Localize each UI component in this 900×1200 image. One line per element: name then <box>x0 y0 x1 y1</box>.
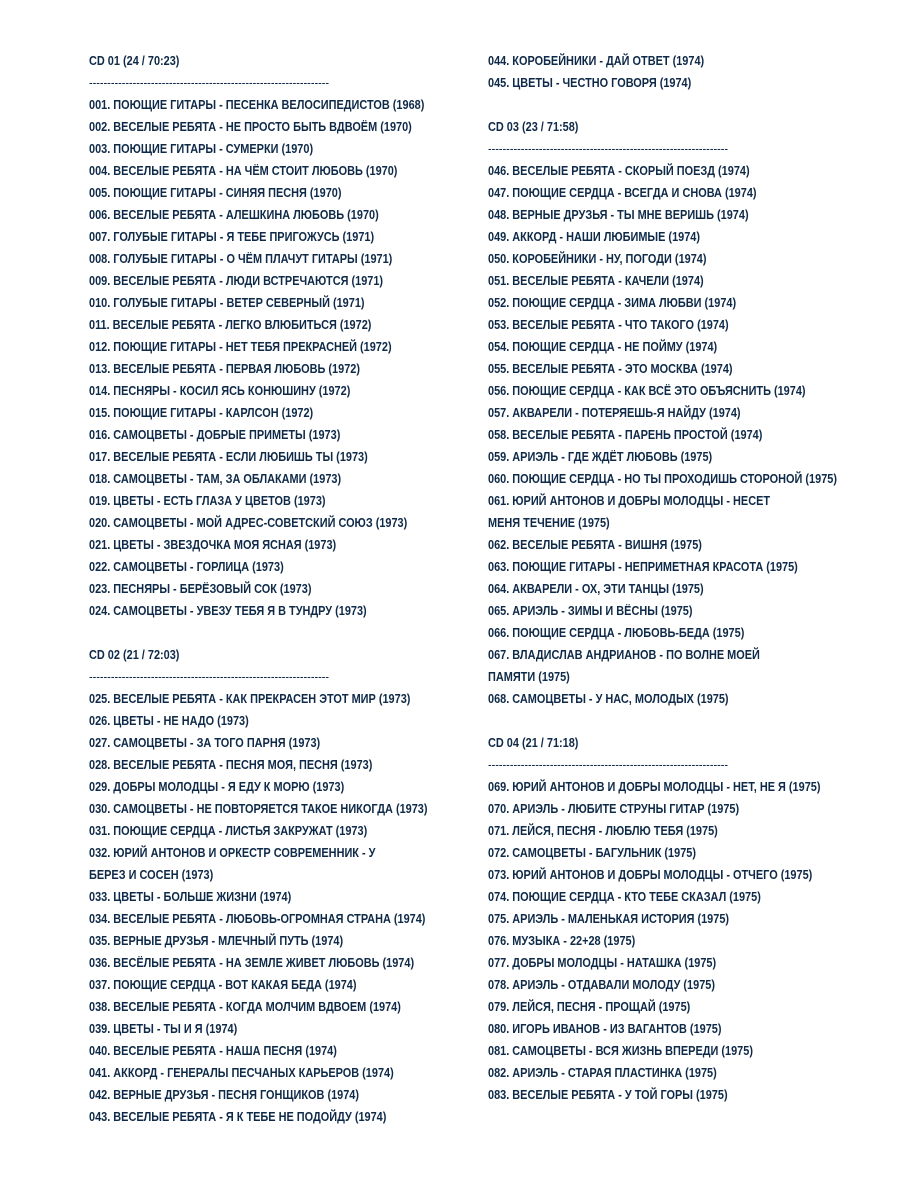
track-row: 038. ВЕСЕЛЫЕ РЕБЯТА - КОГДА МОЛЧИМ ВДВОЕМ (1974) <box>89 999 401 1014</box>
track-row: 059. АРИЭЛЬ - ГДЕ ЖДЁТ ЛЮБОВЬ (1975) <box>488 449 713 464</box>
track-row: 077. ДОБРЫ МОЛОДЦЫ - НАТАШКА (1975) <box>488 955 717 970</box>
disc-block <box>488 116 888 710</box>
track-row: 045. ЦВЕТЫ - ЧЕСТНО ГОВОРЯ (1974) <box>488 75 692 90</box>
left-column <box>89 50 474 1128</box>
track-row: 082. АРИЭЛЬ - СТАРАЯ ПЛАСТИНКА (1975) <box>488 1065 717 1080</box>
track-row: 015. ПОЮЩИЕ ГИТАРЫ - КАРЛСОН (1972) <box>89 405 314 420</box>
track-row: 030. САМОЦВЕТЫ - НЕ ПОВТОРЯЕТСЯ ТАКОЕ НИКОГДА (1973) <box>89 801 428 816</box>
disc-separator: ------------------------------------------------------------------ <box>488 141 729 156</box>
disc-header: CD 01 (24 / 70:23) <box>89 53 180 68</box>
track-row: 072. САМОЦВЕТЫ - БАГУЛЬНИК (1975) <box>488 845 696 860</box>
track-row: 017. ВЕСЕЛЫЕ РЕБЯТА - ЕСЛИ ЛЮБИШЬ ТЫ (1973) <box>89 449 368 464</box>
track-row: 050. КОРОБЕЙНИКИ - НУ, ПОГОДИ (1974) <box>488 251 707 266</box>
track-row: 027. САМОЦВЕТЫ - ЗА ТОГО ПАРНЯ (1973) <box>89 735 321 750</box>
track-row: 067. ВЛАДИСЛАВ АНДРИАНОВ - ПО ВОЛНЕ МОЕЙ ПАМЯТИ (1975) <box>488 647 760 684</box>
track-row: 073. ЮРИЙ АНТОНОВ И ДОБРЫ МОЛОДЦЫ - ОТЧЕГО (1975) <box>488 867 813 882</box>
track-row: 028. ВЕСЕЛЫЕ РЕБЯТА - ПЕСНЯ МОЯ, ПЕСНЯ (1973) <box>89 757 373 772</box>
track-row: 071. ЛЕЙСЯ, ПЕСНЯ - ЛЮБЛЮ ТЕБЯ (1975) <box>488 823 718 838</box>
track-row: 026. ЦВЕТЫ - НЕ НАДО (1973) <box>89 713 249 728</box>
track-row: 042. ВЕРНЫЕ ДРУЗЬЯ - ПЕСНЯ ГОНЩИКОВ (1974) <box>89 1087 360 1102</box>
track-row: 033. ЦВЕТЫ - БОЛЬШЕ ЖИЗНИ (1974) <box>89 889 292 904</box>
disc-block <box>89 644 474 1128</box>
track-row: 069. ЮРИЙ АНТОНОВ И ДОБРЫ МОЛОДЦЫ - НЕТ, НЕ Я (1975) <box>488 779 821 794</box>
track-row: 018. САМОЦВЕТЫ - ТАМ, ЗА ОБЛАКАМИ (1973) <box>89 471 342 486</box>
track-row: 002. ВЕСЕЛЫЕ РЕБЯТА - НЕ ПРОСТО БЫТЬ ВДВОЁМ (1970) <box>89 119 412 134</box>
track-row: 039. ЦВЕТЫ - ТЫ И Я (1974) <box>89 1021 238 1036</box>
track-row: 020. САМОЦВЕТЫ - МОЙ АДРЕС-СОВЕТСКИЙ СОЮЗ (1973) <box>89 515 408 530</box>
track-row: 079. ЛЕЙСЯ, ПЕСНЯ - ПРОЩАЙ (1975) <box>488 999 691 1014</box>
track-row: 013. ВЕСЕЛЫЕ РЕБЯТА - ПЕРВАЯ ЛЮБОВЬ (1972) <box>89 361 360 376</box>
track-row: 001. ПОЮЩИЕ ГИТАРЫ - ПЕСЕНКА ВЕЛОСИПЕДИСТОВ (1968) <box>89 97 425 112</box>
track-row: 004. ВЕСЕЛЫЕ РЕБЯТА - НА ЧЁМ СТОИТ ЛЮБОВЬ (1970) <box>89 163 398 178</box>
track-row: 025. ВЕСЕЛЫЕ РЕБЯТА - КАК ПРЕКРАСЕН ЭТОТ МИР (1973) <box>89 691 411 706</box>
track-row: 024. САМОЦВЕТЫ - УВЕЗУ ТЕБЯ Я В ТУНДРУ (1973) <box>89 603 367 618</box>
disc-block <box>488 732 888 1106</box>
track-row: 029. ДОБРЫ МОЛОДЦЫ - Я ЕДУ К МОРЮ (1973) <box>89 779 345 794</box>
track-row: 066. ПОЮЩИЕ СЕРДЦА - ЛЮБОВЬ-БЕДА (1975) <box>488 625 745 640</box>
track-row: 008. ГОЛУБЫЕ ГИТАРЫ - О ЧЁМ ПЛАЧУТ ГИТАРЫ (1971) <box>89 251 393 266</box>
track-row: 006. ВЕСЕЛЫЕ РЕБЯТА - АЛЕШКИНА ЛЮБОВЬ (1970) <box>89 207 379 222</box>
track-row: 034. ВЕСЕЛЫЕ РЕБЯТА - ЛЮБОВЬ-ОГРОМНАЯ СТРАНА (1974) <box>89 911 426 926</box>
disc-header: CD 04 (21 / 71:18) <box>488 735 579 750</box>
track-row: 051. ВЕСЕЛЫЕ РЕБЯТА - КАЧЕЛИ (1974) <box>488 273 704 288</box>
track-row: 048. ВЕРНЫЕ ДРУЗЬЯ - ТЫ МНЕ ВЕРИШЬ (1974) <box>488 207 749 222</box>
disc-block <box>89 50 474 622</box>
track-row: 044. КОРОБЕЙНИКИ - ДАЙ ОТВЕТ (1974) <box>488 53 705 68</box>
track-row: 076. МУЗЫКА - 22+28 (1975) <box>488 933 636 948</box>
track-row: 036. ВЕСЁЛЫЕ РЕБЯТА - НА ЗЕМЛЕ ЖИВЕТ ЛЮБОВЬ (1974) <box>89 955 415 970</box>
track-row: 060. ПОЮЩИЕ СЕРДЦА - НО ТЫ ПРОХОДИШЬ СТОРОНОЙ (1975) <box>488 471 837 486</box>
track-row: 019. ЦВЕТЫ - ЕСТЬ ГЛАЗА У ЦВЕТОВ (1973) <box>89 493 326 508</box>
track-row: 055. ВЕСЕЛЫЕ РЕБЯТА - ЭТО МОСКВА (1974) <box>488 361 733 376</box>
track-row: 040. ВЕСЕЛЫЕ РЕБЯТА - НАША ПЕСНЯ (1974) <box>89 1043 337 1058</box>
track-row: 022. САМОЦВЕТЫ - ГОРЛИЦА (1973) <box>89 559 284 574</box>
disc-header: CD 02 (21 / 72:03) <box>89 647 180 662</box>
track-row: 023. ПЕСНЯРЫ - БЕРЁЗОВЫЙ СОК (1973) <box>89 581 312 596</box>
track-row: 016. САМОЦВЕТЫ - ДОБРЫЕ ПРИМЕТЫ (1973) <box>89 427 341 442</box>
track-row: 063. ПОЮЩИЕ ГИТАРЫ - НЕПРИМЕТНАЯ КРАСОТА (1975) <box>488 559 798 574</box>
disc-continuation <box>488 50 888 94</box>
track-row: 053. ВЕСЕЛЫЕ РЕБЯТА - ЧТО ТАКОГО (1974) <box>488 317 729 332</box>
track-row: 058. ВЕСЕЛЫЕ РЕБЯТА - ПАРЕНЬ ПРОСТОЙ (1974) <box>488 427 763 442</box>
track-row: 043. ВЕСЕЛЫЕ РЕБЯТА - Я К ТЕБЕ НЕ ПОДОЙДУ (1974) <box>89 1109 387 1124</box>
track-row: 083. ВЕСЕЛЫЕ РЕБЯТА - У ТОЙ ГОРЫ (1975) <box>488 1087 728 1102</box>
track-row: 037. ПОЮЩИЕ СЕРДЦА - ВОТ КАКАЯ БЕДА (1974) <box>89 977 357 992</box>
track-row: 021. ЦВЕТЫ - ЗВЕЗДОЧКА МОЯ ЯСНАЯ (1973) <box>89 537 337 552</box>
track-row: 047. ПОЮЩИЕ СЕРДЦА - ВСЕГДА И СНОВА (1974) <box>488 185 757 200</box>
track-row: 054. ПОЮЩИЕ СЕРДЦА - НЕ ПОЙМУ (1974) <box>488 339 718 354</box>
track-row: 041. АККОРД - ГЕНЕРАЛЫ ПЕСЧАНЫХ КАРЬЕРОВ (1974) <box>89 1065 394 1080</box>
track-row: 014. ПЕСНЯРЫ - КОСИЛ ЯСЬ КОНЮШИНУ (1972) <box>89 383 351 398</box>
right-column <box>488 50 888 1106</box>
track-row: 078. АРИЭЛЬ - ОТДАВАЛИ МОЛОДУ (1975) <box>488 977 715 992</box>
track-row: 081. САМОЦВЕТЫ - ВСЯ ЖИЗНЬ ВПЕРЕДИ (1975) <box>488 1043 753 1058</box>
track-row: 010. ГОЛУБЫЕ ГИТАРЫ - ВЕТЕР СЕВЕРНЫЙ (1971) <box>89 295 365 310</box>
track-row: 057. АКВАРЕЛИ - ПОТЕРЯЕШЬ-Я НАЙДУ (1974) <box>488 405 741 420</box>
track-row: 056. ПОЮЩИЕ СЕРДЦА - КАК ВСЁ ЭТО ОБЪЯСНИТЬ (1974) <box>488 383 806 398</box>
track-row: 068. САМОЦВЕТЫ - У НАС, МОЛОДЫХ (1975) <box>488 691 729 706</box>
track-row: 061. ЮРИЙ АНТОНОВ И ДОБРЫ МОЛОДЦЫ - НЕСЕТ МЕНЯ ТЕЧЕНИЕ (1975) <box>488 493 771 530</box>
track-row: 064. АКВАРЕЛИ - ОХ, ЭТИ ТАНЦЫ (1975) <box>488 581 704 596</box>
track-row: 052. ПОЮЩИЕ СЕРДЦА - ЗИМА ЛЮБВИ (1974) <box>488 295 737 310</box>
track-row: 012. ПОЮЩИЕ ГИТАРЫ - НЕТ ТЕБЯ ПРЕКРАСНЕЙ (1972) <box>89 339 392 354</box>
track-row: 035. ВЕРНЫЕ ДРУЗЬЯ - МЛЕЧНЫЙ ПУТЬ (1974) <box>89 933 344 948</box>
disc-separator: ------------------------------------------------------------------ <box>488 757 729 772</box>
track-row: 009. ВЕСЕЛЫЕ РЕБЯТА - ЛЮДИ ВСТРЕЧАЮТСЯ (1971) <box>89 273 384 288</box>
track-row: 080. ИГОРЬ ИВАНОВ - ИЗ ВАГАНТОВ (1975) <box>488 1021 722 1036</box>
track-row: 075. АРИЭЛЬ - МАЛЕНЬКАЯ ИСТОРИЯ (1975) <box>488 911 730 926</box>
track-row: 062. ВЕСЕЛЫЕ РЕБЯТА - ВИШНЯ (1975) <box>488 537 702 552</box>
track-row: 032. ЮРИЙ АНТОНОВ И ОРКЕСТР СОВРЕМЕННИК - У БЕРЕЗ И СОСЕН (1973) <box>89 845 376 882</box>
track-row: 007. ГОЛУБЫЕ ГИТАРЫ - Я ТЕБЕ ПРИГОЖУСЬ (1971) <box>89 229 375 244</box>
disc-separator: ------------------------------------------------------------------ <box>89 669 330 684</box>
track-row: 046. ВЕСЕЛЫЕ РЕБЯТА - СКОРЫЙ ПОЕЗД (1974) <box>488 163 750 178</box>
disc-separator: ------------------------------------------------------------------ <box>89 75 330 90</box>
track-row: 049. АККОРД - НАШИ ЛЮБИМЫЕ (1974) <box>488 229 701 244</box>
track-row: 003. ПОЮЩИЕ ГИТАРЫ - СУМЕРКИ (1970) <box>89 141 314 156</box>
track-row: 070. АРИЭЛЬ - ЛЮБИТЕ СТРУНЫ ГИТАР (1975) <box>488 801 740 816</box>
track-row: 005. ПОЮЩИЕ ГИТАРЫ - СИНЯЯ ПЕСНЯ (1970) <box>89 185 342 200</box>
track-row: 074. ПОЮЩИЕ СЕРДЦА - КТО ТЕБЕ СКАЗАЛ (1975) <box>488 889 761 904</box>
track-row: 065. АРИЭЛЬ - ЗИМЫ И ВЁСНЫ (1975) <box>488 603 693 618</box>
track-row: 031. ПОЮЩИЕ СЕРДЦА - ЛИСТЬЯ ЗАКРУЖАТ (1973) <box>89 823 368 838</box>
disc-header: CD 03 (23 / 71:58) <box>488 119 579 134</box>
track-row: 011. ВЕСЕЛЫЕ РЕБЯТА - ЛЕГКО ВЛЮБИТЬСЯ (1972) <box>89 317 372 332</box>
